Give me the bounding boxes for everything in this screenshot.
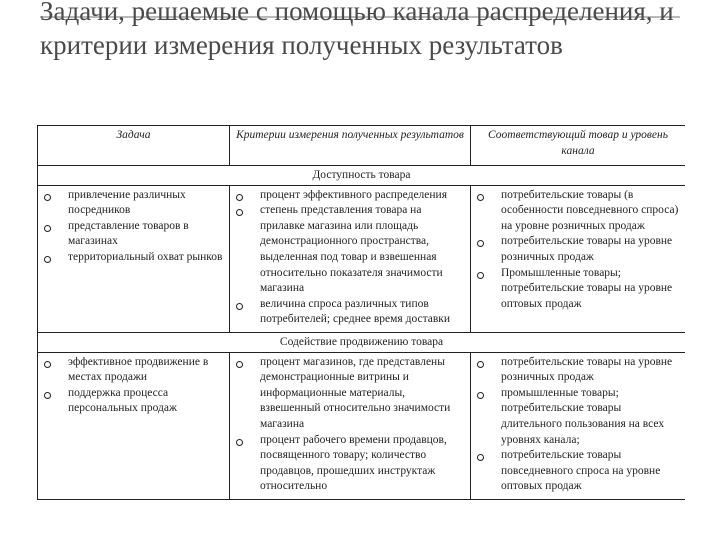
table-row [38, 185, 686, 332]
task-list-item: представление товаров в магазинах [38, 219, 225, 250]
criteria-table-container [37, 125, 685, 545]
task-cell [38, 185, 230, 332]
table-row [38, 352, 686, 499]
criteria-list-item: процент магазинов, где представлены демонстрационные витрины и информационные материалы, взвешенный относительно значимости магазина [230, 355, 466, 433]
criteria-list-item: степень представления товара на прилавке магазина или площадь демонстрационного пространства, выделенная под товар и взвешенная относительно показателя значимости магазина [230, 203, 466, 297]
criteria-list-item: процент рабочего времени продавцов, посвященного товару; количество продавцов, прошедших инструктаж относительно [230, 433, 466, 495]
task-list [38, 188, 225, 266]
criteria-table [37, 125, 685, 500]
product-list-item: потребительские товары на уровне розничных продаж [471, 355, 681, 386]
section-heading: Содействие продвижению товара [38, 332, 686, 352]
product-list [471, 355, 681, 495]
header-criteria: Критерии измерения полученных результатов [230, 126, 471, 166]
product-list-item: Промышленные товары; потребительские товары на уровне оптовых продаж [471, 266, 681, 313]
criteria-list [230, 188, 466, 328]
product-list-item: потребительские товары (в особенности повседневного спроса) на уровне розничных продаж [471, 188, 681, 235]
task-list [38, 355, 225, 417]
task-list-item: привлечение различных посредников [38, 188, 225, 219]
section-heading-row [38, 166, 686, 186]
criteria-cell [230, 185, 471, 332]
section-heading: Доступность товара [38, 166, 686, 186]
product-cell [471, 185, 686, 332]
criteria-list-item: процент эффективного распределения [230, 188, 466, 204]
header-products: Соответствующий товар и уровень канала [471, 126, 686, 166]
product-list-item: потребительские товары на уровне розничных продаж [471, 234, 681, 265]
section-heading-row [38, 332, 686, 352]
table-header-row [38, 126, 686, 166]
criteria-list [230, 355, 466, 495]
task-list-item: территориальный охват рынков [38, 250, 225, 266]
slide-title: Задачи, решаемые с помощью канала распределения, и критерии измерения полученных результатов [40, 0, 674, 60]
task-list-item: поддержка процесса персональных продаж [38, 386, 225, 417]
product-list-item: потребительские товары повседневного спроса на уровне оптовых продаж [471, 448, 681, 495]
header-task: Задача [38, 126, 230, 166]
product-cell [471, 352, 686, 499]
task-list-item: эффективное продвижение в местах продажи [38, 355, 225, 386]
criteria-cell [230, 352, 471, 499]
product-list-item: промышленные товары; потребительские товары длительного пользования на всех уровнях канала; [471, 386, 681, 448]
table-body [38, 166, 686, 500]
product-list [471, 188, 681, 313]
task-cell [38, 352, 230, 499]
criteria-list-item: величина спроса различных типов потребителей; среднее время доставки [230, 297, 466, 328]
